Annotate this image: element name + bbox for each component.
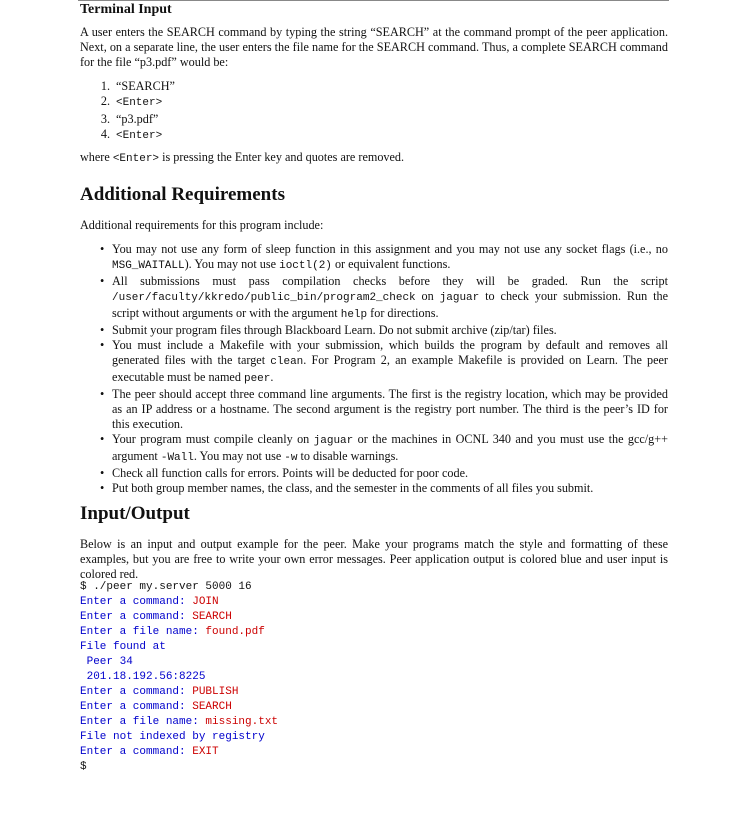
requirement-item: • Check all function calls for errors. Points will be deducted for poor code. (100, 466, 469, 480)
io-intro-paragraph: Below is an input and output example for the peer. Make your programs match the style and formatting of these examples, but you are free to write your own error messages. Peer application output is colored blue and user input is colored red. (80, 537, 668, 581)
requirement-item: • The peer should accept three command line arguments. The first is the registry location, which may be provided as an IP address or a hostname. The second argument is the registry port number. The third is the peer’s ID for this execution. (100, 387, 668, 431)
bullet-icon: • (100, 387, 105, 401)
requirement-item: • You may not use any form of sleep function in this assignment and you may not use any socket flags (i.e., no MSG_WAITALL). You may not use ioctl(2) or equivalent functions. (100, 242, 668, 272)
step-item: 3. “p3.pdf” (100, 111, 159, 126)
bullet-icon: • (100, 481, 105, 495)
requirement-item: • You must include a Makefile with your submission, which builds the program by default and removes all generated files with the target clean. For Program 2, an example Makefile is provided on Learn. The peer executable must be named peer. (100, 338, 668, 385)
enter-key-note: where <Enter> is pressing the Enter key and quotes are removed. (80, 150, 405, 165)
terminal-line: Enter a command: PUBLISH (80, 686, 239, 698)
terminal-example (80, 580, 278, 775)
terminal-line: $ (80, 761, 87, 773)
bullet-icon: • (100, 274, 105, 288)
bullet-icon: • (100, 432, 105, 446)
requirements-intro: Additional requirements for this program include: (80, 218, 324, 232)
step-item: 1. “SEARCH” (100, 79, 175, 93)
terminal-line: $ ./peer my.server 5000 16 (80, 581, 252, 593)
section-heading-additional-requirements: Additional Requirements (80, 184, 285, 205)
terminal-line: Enter a command: EXIT (80, 746, 219, 758)
top-rule (78, 0, 669, 1)
terminal-line: Enter a file name: found.pdf (80, 626, 265, 638)
step-item: 4. <Enter> (100, 126, 163, 142)
search-steps-list (80, 79, 175, 144)
step-item: 2. <Enter> (100, 94, 163, 110)
bullet-icon: • (100, 338, 105, 352)
bullet-icon: • (100, 323, 105, 337)
terminal-line: Enter a command: SEARCH (80, 611, 232, 623)
terminal-line: File found at (80, 641, 166, 653)
subsection-title-terminal-input: Terminal Input (80, 2, 172, 17)
requirement-item: • Put both group member names, the class, and the semester in the comments of all files you submit. (100, 481, 594, 495)
terminal-line: File not indexed by registry (80, 731, 265, 743)
terminal-line: Peer 34 (80, 656, 133, 668)
bullet-icon: • (100, 242, 105, 256)
requirement-item: • All submissions must pass compilation checks before they will be graded. Run the script /user/faculty/kkredo/public_bin/program2_check on jaguar to check your submission. Run the script without arguments or with the argument help for directions. (100, 274, 669, 321)
terminal-input-paragraph: A user enters the SEARCH command by typing the string “SEARCH” at the command prompt of the peer application. Next, on a separate line, the user enters the file name for the SEARCH command. Thus, a complete SEARCH command for the file “p3.pdf” would be: (80, 25, 668, 69)
terminal-line: Enter a command: SEARCH (80, 701, 232, 713)
section-heading-input-output: Input/Output (80, 503, 190, 524)
terminal-line: 201.18.192.56:8225 (80, 671, 206, 683)
terminal-line: Enter a file name: missing.txt (80, 716, 279, 728)
terminal-line: Enter a command: JOIN (80, 596, 219, 608)
requirement-item: • Submit your program files through Blackboard Learn. Do not submit archive (zip/tar) files. (100, 323, 557, 337)
requirement-item: • Your program must compile cleanly on jaguar or the machines in OCNL 340 and you must use the gcc/g++ argument -Wall. You may not use -w to disable warnings. (100, 432, 669, 464)
bullet-icon: • (100, 466, 105, 480)
requirements-list (80, 242, 668, 496)
